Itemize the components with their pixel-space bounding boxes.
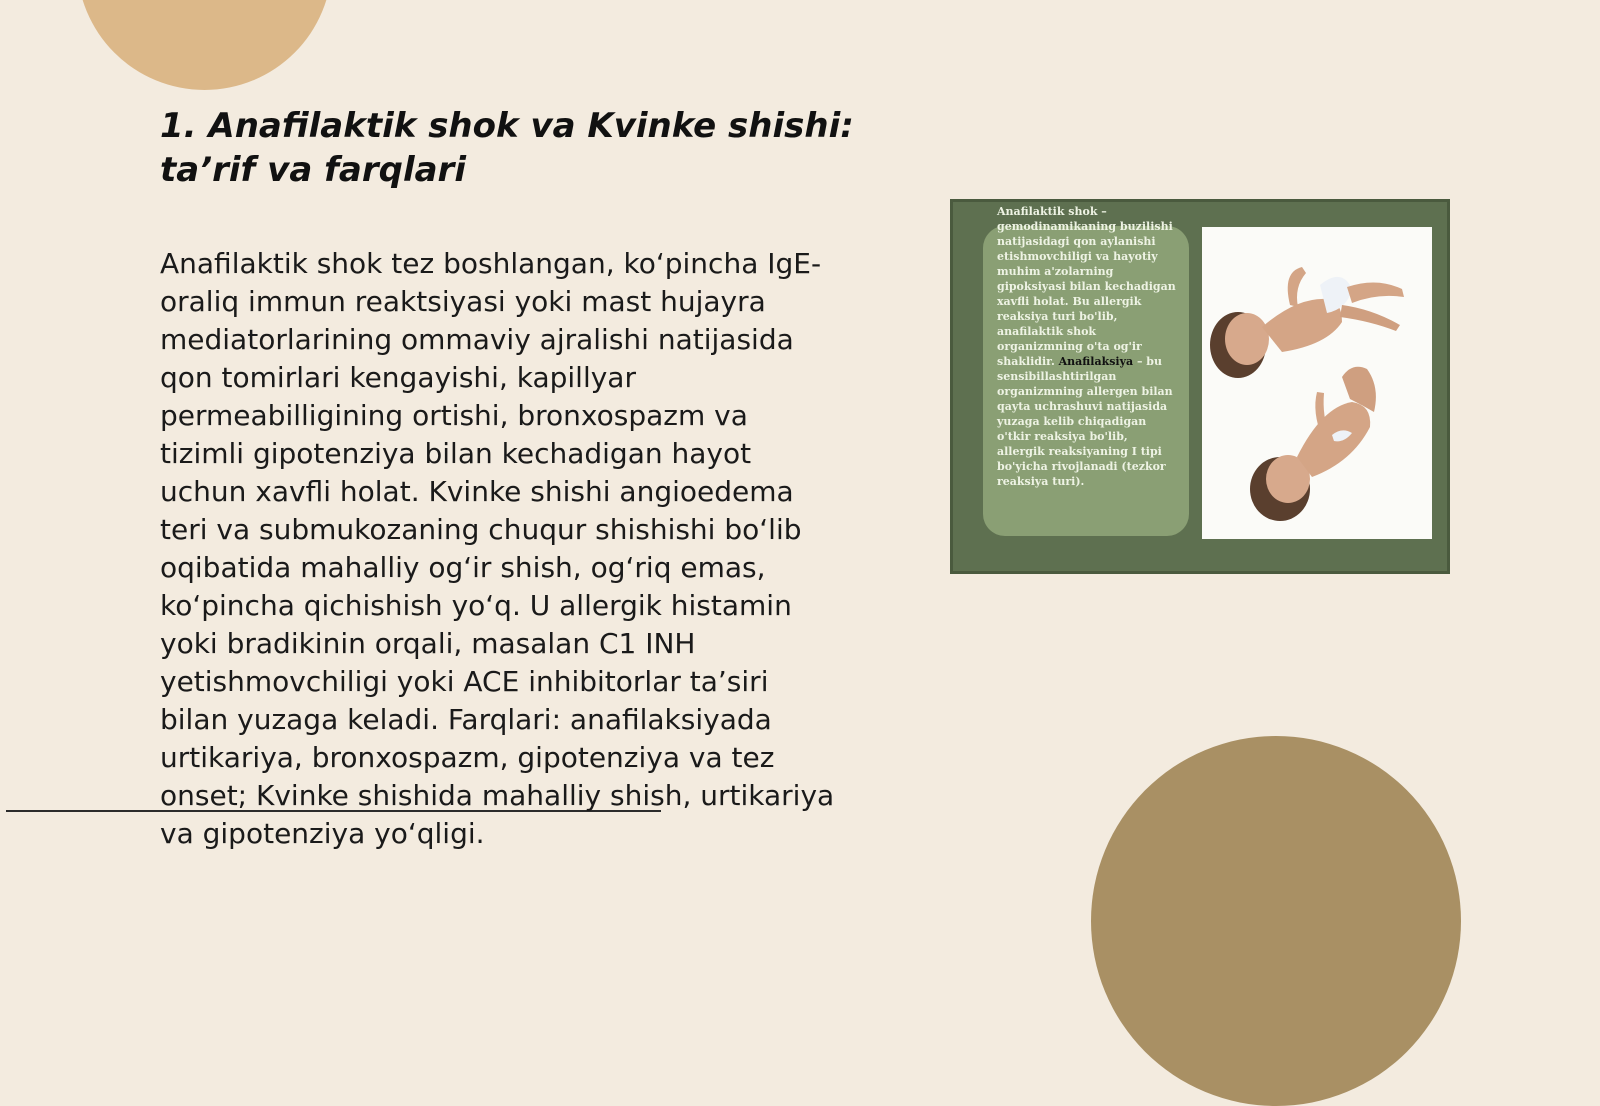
infant-illustration <box>1202 227 1432 539</box>
infant-photo <box>1202 227 1432 539</box>
figure-caption-top: Anafilaktik shok – gemodinamikaning buzilishi natijasidagi qon aylanishi etishmovchiligi va hayotiy muhim a'zolarning gipoksiyasi bilan kechadigan xavfli holat. Bu allergik reaksiya turi bo'lib, anafilaktik shok organizmning o'ta og'ir shaklidir. <box>997 205 1176 368</box>
figure-caption-bottom: – bu sensibillashtirilgan organizmning allergen bilan qayta uchrashuvi natijasida yuzaga kelib chiqadigan o'tkir reaksiya bo'lib, allergik reaksiyaning I tipi bo'yicha rivojlanadi (tezkor reaksiya turi). <box>997 355 1173 488</box>
slide-body-text: Anafilaktik shok tez boshlangan, ko‘pincha IgE-oraliq immun reaktsiyasi yoki mast hujayra mediatorlarining ommaviy ajralishi natijasida qon tomirlari kengayishi, kapillyar permeabilligining ortishi, bronxospazm va tizimli gipotenziya bilan kechadigan hayot uchun xavfli holat. Kvinke shishi angioedema teri va submukozaning chuqur shishishi bo‘lib oqibatida mahalliy og‘ir shish, og‘riq emas, ko‘pincha qichishish yo‘q. U allergik histamin yoki bradikinin orqali, masalan C1 INH yetishmovchiligi yoki ACE inhibitorlar ta’siri bilan yuzaga keladi. Farqlari: anafilaksiyada urtikariya, bronxospazm, gipotenziya va tez onset; Kvinke shishida mahalliy shish, urtikariya va gipotenziya yo‘qligi. <box>160 247 835 850</box>
anaphylaxis-figure <box>950 199 1450 574</box>
infant-arm-upper <box>1288 267 1306 307</box>
slide-title: 1. Anafilaktik shok va Kvinke shishi: ta’rif va farqlari <box>160 106 854 190</box>
infant-leg-upper-1 <box>1347 282 1404 303</box>
figure-term: Anafilaksiya <box>1058 355 1134 368</box>
figure-caption <box>997 204 1177 489</box>
decorative-circle-top <box>77 0 332 90</box>
infant-face-upper <box>1225 313 1269 365</box>
infant-leg-upper-2 <box>1340 305 1400 331</box>
decorative-circle-bottom <box>1091 736 1461 1106</box>
